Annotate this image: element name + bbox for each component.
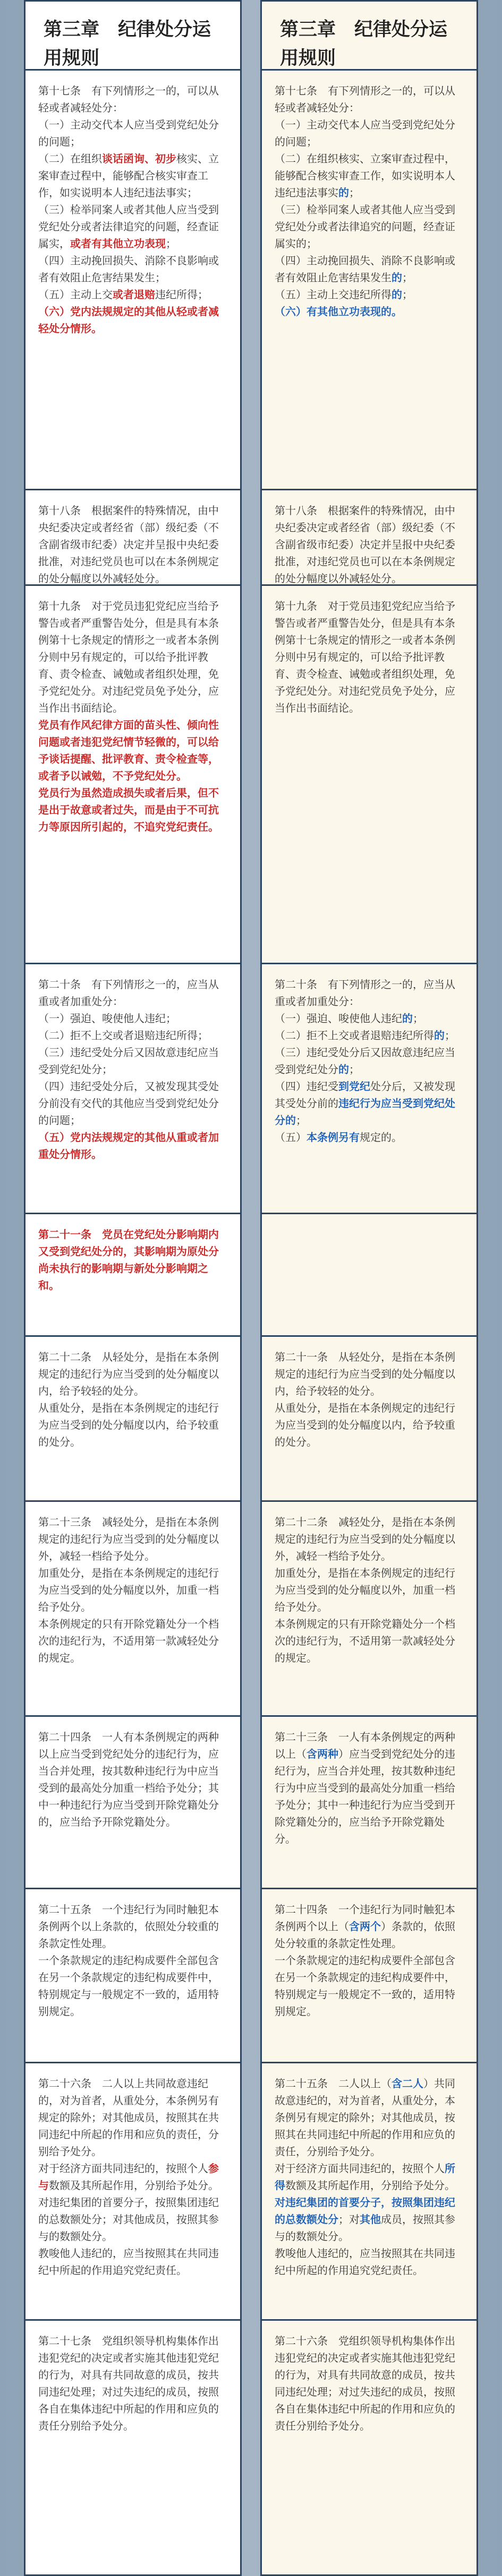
removed-text: 的 (338, 186, 349, 199)
text-line: 第二十二条 从轻处分，是指在本条例规定的违纪行为应当受到的处分幅度以内，给予较轻的处分。 (38, 1351, 219, 1397)
text-line: 第二十一条 从轻处分，是指在本条例规定的违纪行为应当受到的处分幅度以内，给予较轻的处分。 (275, 1351, 455, 1397)
text-line: 第十九条 对于党员违犯党纪应当给予警告或者严重警告处分，但是具有本条例第十七条规定的情形之一或者本条例分则中另有规定的，可以给予批评教育、责令检查、诫勉或者组织处理，免予党纪处分。对违纪党员免予处分，应当作出书面结论。 (38, 600, 219, 714)
right-article-22 (262, 1337, 477, 1502)
text-span: （二）拒不上交或者退赔违纪所得 (275, 1029, 434, 1042)
text-span: 违纪所得； (155, 288, 208, 301)
text-span: 第二十三条 一人有本条例规定的两种以上（ (275, 1731, 455, 1760)
text-span: 核实、立案审查过程中，能够配合核实审查工作，如实说明本人违纪违法事实； (38, 152, 219, 199)
text-span: ； (402, 288, 413, 301)
text-span: ； (402, 271, 413, 284)
text-line: 第十九条 对于党员违犯党纪应当给予警告或者严重警告处分，但是具有本条例第十七条规定的情形之一或者本条例分则中另有规定的，可以给予批评教育、责令检查、诫勉或者组织处理，免予党纪处分。对违纪党员免予处分，应当作出书面结论。 (275, 600, 455, 714)
text-line: 一个条款规定的违纪构成要件全部包含在另一个条款规定的违纪构成要件中，特别规定与一般规定不一致的，适用特别规定。 (38, 1954, 219, 2018)
text-span: 对于经济方面共同违纪的，按照个人 (38, 2162, 208, 2175)
text-line: （一）主动交代本人应当受到党纪处分的问题； (38, 118, 219, 148)
removed-text: 所得 (275, 2162, 455, 2192)
text-line: 第十七条 有下列情形之一的，可以从轻或者减轻处分： (275, 84, 455, 114)
left-article-23 (25, 1502, 240, 1717)
removed-text: 其他 (360, 2213, 381, 2226)
text-line: 从重处分，是指在本条例规定的违纪行为应当受到的处分幅度以内，给予较重的处分。 (38, 1402, 219, 1448)
left-article-22 (25, 1337, 240, 1502)
left-article-19 (25, 586, 240, 964)
right-article-26 (262, 2063, 477, 2321)
text-span: （五） (275, 1131, 307, 1144)
text-line: 第十八条 根据案件的特殊情况，由中央纪委决定或者经省（部）级纪委（不含副省级市纪委）决定并呈报中央纪委批准，对违纪党员也可以在本条例规定的处分幅度以外减轻处分。 (38, 504, 219, 585)
right-article-23 (262, 1502, 477, 1717)
text-span: ；对 (338, 2213, 360, 2226)
removed-text: 对违纪集团的首要分子，按照集团违纪的总数额处分 (275, 2196, 455, 2226)
text-span: （五）主动上交 (38, 288, 113, 301)
left-article-26 (25, 2063, 240, 2321)
right-article-24 (262, 1717, 477, 1889)
added-text: 谈话函询、初步 (102, 152, 176, 165)
added-text: 或者有其他立功表现 (70, 237, 166, 250)
removed-text: 违纪行为应当受到党纪处分的 (275, 1097, 455, 1127)
text-line: 教唆他人违纪的，应当按照其在共同违纪中所起的作用追究党纪责任。 (275, 2247, 455, 2277)
text-line: 第二十四条 一人有本条例规定的两种以上应当受到党纪处分的违纪行为，应当合并处理，按其数种违纪行为中应当受到的最高处分加重一档给予处分；其中一种违纪行为应当受到开除党籍处分的，应当给予开除党籍处分。 (38, 1731, 219, 1828)
right-article-27 (262, 2321, 477, 2467)
added-text: 第二十一条 党员在党纪处分影响期内又受到党纪处分的，其影响期为原处分尚未执行的影响期与新处分影响期之和。 (38, 1228, 219, 1292)
text-line (275, 286, 465, 303)
right-article-21-blank (262, 1214, 477, 1337)
text-span: （四）主动挽回损失、消除不良影响或者有效阻止危害结果发生 (275, 254, 455, 284)
text-span: （四）违纪受 (275, 1080, 338, 1093)
text-span: 规定的。 (360, 1131, 402, 1144)
removed-text: 的 (434, 1029, 445, 1042)
text-line: 第二十条 有下列情形之一的，应当从重或者加重处分： (275, 978, 455, 1008)
text-line: 第二十二条 减轻处分，是指在本条例规定的违纪行为应当受到的处分幅度以外，减轻一档给予处分。 (275, 1516, 455, 1562)
text-line (38, 201, 228, 252)
added-text: 或者退赔 (113, 288, 155, 301)
text-line: 一个条款规定的违纪构成要件全部包含在另一个条款规定的违纪构成要件中，特别规定与一般规定不一致的，适用特别规定。 (275, 1954, 455, 2018)
text-span: （二）在组织核实、立案审查过程中，能够配合核实审查工作，如实说明本人违纪违法事实 (275, 152, 455, 199)
text-span: 第二十五条 二人以上（ (275, 2077, 392, 2090)
text-span: ； (166, 237, 176, 250)
text-span: （一）强迫、唆使他人违纪 (275, 1012, 402, 1025)
text-span: ； (349, 1063, 360, 1076)
left-article-24 (25, 1717, 240, 1889)
text-span: （二）在组织 (38, 152, 102, 165)
text-span: ； (445, 1029, 455, 1042)
text-span: 数额及其所起作用，分别给予处分。对违纪集团的首要分子，按照集团违纪的总数额处分；对其他成员，按照其参与的数额处分。 (38, 2179, 219, 2243)
right-article-20 (262, 964, 477, 1214)
text-line (275, 1901, 465, 1952)
text-line: （一）强迫、唆使他人违纪； (38, 1012, 176, 1025)
text-span: 处分后，又被发现其受处分前的 (275, 1080, 455, 1110)
left-article-27 (25, 2321, 240, 2467)
removed-text: 含两种 (307, 1748, 338, 1760)
left-article-18 (25, 490, 240, 586)
right-article-25 (262, 1889, 477, 2063)
text-line: 第二十条 有下列情形之一的，应当从重或者加重处分： (38, 978, 219, 1008)
right-article-17 (262, 71, 477, 490)
text-line: 从重处分，是指在本条例规定的违纪行为应当受到的处分幅度以内，给予较重的处分。 (275, 1402, 455, 1448)
text-line: （四）违纪受处分后，又被发现其受处分前没有交代的其他应当受到党纪处分的问题； (38, 1080, 219, 1127)
removed-text: 的 (402, 1012, 413, 1025)
added-text: （六）党内法规规定的其他从轻或者减轻处分情形。 (38, 305, 219, 335)
text-line: 第二十五条 一个违纪行为同时触犯本条例两个以上条款的，依照处分较重的条款定性处理。 (38, 1903, 219, 1950)
text-line (38, 286, 228, 303)
right-column (260, 0, 478, 2576)
text-span: ； (296, 1114, 307, 1127)
text-line (275, 150, 465, 201)
text-span: ； (307, 237, 317, 250)
text-span: ）条款的，依照处分较重的条款定性处理。 (275, 1920, 455, 1950)
text-span: 对于经济方面共同违纪的，按照个人 (275, 2162, 445, 2175)
text-line: （三）违纪受处分后又因故意违纪应当受到党纪处分； (38, 1046, 219, 1076)
added-text: 党员有作风纪律方面的苗头性、倾向性问题或者违犯党纪情节轻微的，可以给予谈话提醒、批评教育、责令检查等，或者予以诫勉，不予党纪处分。 (38, 719, 219, 782)
text-line: 第二十七条 党组织领导机构集体作出违犯党纪的决定或者实施其他违犯党纪的行为，对具有共同故意的成员，按共同违纪处理；对过失违纪的成员，按照各自在集体违纪中所起的作用和应负的责任分别给予处分。 (38, 2335, 219, 2432)
text-line: 第二十六条 党组织领导机构集体作出违犯党纪的决定或者实施其他违犯党纪的行为，对具有共同故意的成员，按共同违纪处理；对过失违纪的成员，按照各自在集体违纪中所起的作用和应负的责任分别给予处分。 (275, 2335, 455, 2432)
removed-text: 的 (392, 271, 402, 284)
text-span: （三）违纪受处分后又因故意违纪应当受到党纪处分 (275, 1046, 455, 1076)
text-line: 加重处分，是指在本条例规定的违纪行为应当受到的处分幅度以外，加重一档给予处分。 (275, 1567, 455, 1613)
text-line (275, 2075, 465, 2160)
text-span: （三）检举同案人或者其他人应当受到党纪处分或者法律追究的问题，经查证属实的 (275, 203, 455, 250)
text-line: 本条例规定的只有开除党籍处分一个档次的违纪行为，不适用第一款减轻处分的规定。 (38, 1618, 219, 1664)
text-line: 本条例规定的只有开除党籍处分一个档次的违纪行为，不适用第一款减轻处分的规定。 (275, 1618, 455, 1664)
text-line: 教唆他人违纪的，应当按照其在共同违纪中所起的作用追究党纪责任。 (38, 2247, 219, 2277)
text-span: （三）检举同案人或者其他人应当受到党纪处分或者法律追究的问题，经查证属实， (38, 203, 219, 250)
text-span: 成员，按照其参与的数额处分。 (275, 2213, 455, 2243)
removed-text: 含二人 (392, 2077, 423, 2090)
text-line (38, 150, 228, 201)
removed-text: 本条例另有 (307, 1131, 360, 1144)
text-line (275, 1129, 465, 1146)
text-line: （四）主动挽回损失、消除不良影响或者有效阻止危害结果发生； (38, 254, 219, 284)
text-span: 第二十四条 一个违纪行为同时触犯本条例两个以上（ (275, 1903, 455, 1933)
text-span: ）应当受到党纪处分的违纪行为，应当合并处理，按其数种违纪行为中应当受到的最高处分加重一档给予处分；其中一种违纪行为应当受到开除党籍处分的，应当给予开除党籍处分。 (275, 1748, 455, 1845)
text-line (275, 2160, 465, 2245)
text-line (275, 252, 465, 286)
text-span: ； (413, 1012, 423, 1025)
right-article-18 (262, 490, 477, 586)
text-line: 第十八条 根据案件的特殊情况，由中央纪委决定或者经省（部）级纪委（不含副省级市纪委）决定并呈报中央纪委批准，对违纪党员也可以在本条例规定的处分幅度以外减轻处分。 (275, 504, 455, 585)
text-span: ）共同故意违纪的，对为首者，从重处分，本条例另有规定的除外；对其他成员，按照其在共同违纪中所起的作用和应负的责任，分别给予处分。 (275, 2077, 455, 2158)
right-chapter-title: 第三章 纪律处分运用规则 (262, 2, 477, 71)
text-span: 数额及其所起作用，分别给予处分。 (285, 2179, 455, 2192)
text-line: 加重处分，是指在本条例规定的违纪行为应当受到的处分幅度以外，加重一档给予处分。 (38, 1567, 219, 1613)
left-article-20 (25, 964, 240, 1214)
text-line (38, 2160, 228, 2245)
removed-text: 的 (338, 1063, 349, 1076)
right-article-19 (262, 586, 477, 964)
left-chapter-title: 第三章 纪律处分运用规则 (25, 2, 240, 71)
text-line (275, 1044, 465, 1078)
text-line: （一）主动交代本人应当受到党纪处分的问题； (275, 118, 455, 148)
text-span: ； (349, 186, 360, 199)
text-line: 第十七条 有下列情形之一的，可以从轻或者减轻处分： (38, 84, 219, 114)
text-line (275, 201, 465, 252)
text-span: （五）主动上交违纪所得 (275, 288, 392, 301)
text-line: 第二十六条 二人以上共同故意违纪的，对为首者，从重处分，本条例另有规定的除外；对其他成员，按照其在共同违纪中所起的作用和应负的责任，分别给予处分。 (38, 2077, 219, 2158)
added-text: 参与 (38, 2162, 219, 2192)
text-line: 第二十三条 减轻处分，是指在本条例规定的违纪行为应当受到的处分幅度以外，减轻一档给予处分。 (38, 1516, 219, 1562)
text-line (275, 1728, 465, 1847)
added-text: （五）党内法规规定的其他从重或者加重处分情形。 (38, 1131, 219, 1161)
text-line (275, 1027, 465, 1044)
left-article-17 (25, 71, 240, 490)
added-text: 党员行为虽然造成损失或者后果，但不是出于故意或者过失，而是由于不可抗力等原因所引起的，不追究党纪责任。 (38, 786, 219, 833)
text-line: （二）拒不上交或者退赔违纪所得； (38, 1029, 208, 1042)
removed-text: 的 (392, 288, 402, 301)
left-article-25 (25, 1889, 240, 2063)
removed-text: （六）有其他立功表现的。 (275, 305, 402, 318)
removed-text: 含两个 (349, 1920, 381, 1933)
removed-text: 到党纪 (338, 1080, 370, 1093)
text-line (275, 1010, 465, 1027)
left-column (24, 0, 242, 2576)
text-line (275, 1078, 465, 1129)
left-article-21 (25, 1214, 240, 1337)
